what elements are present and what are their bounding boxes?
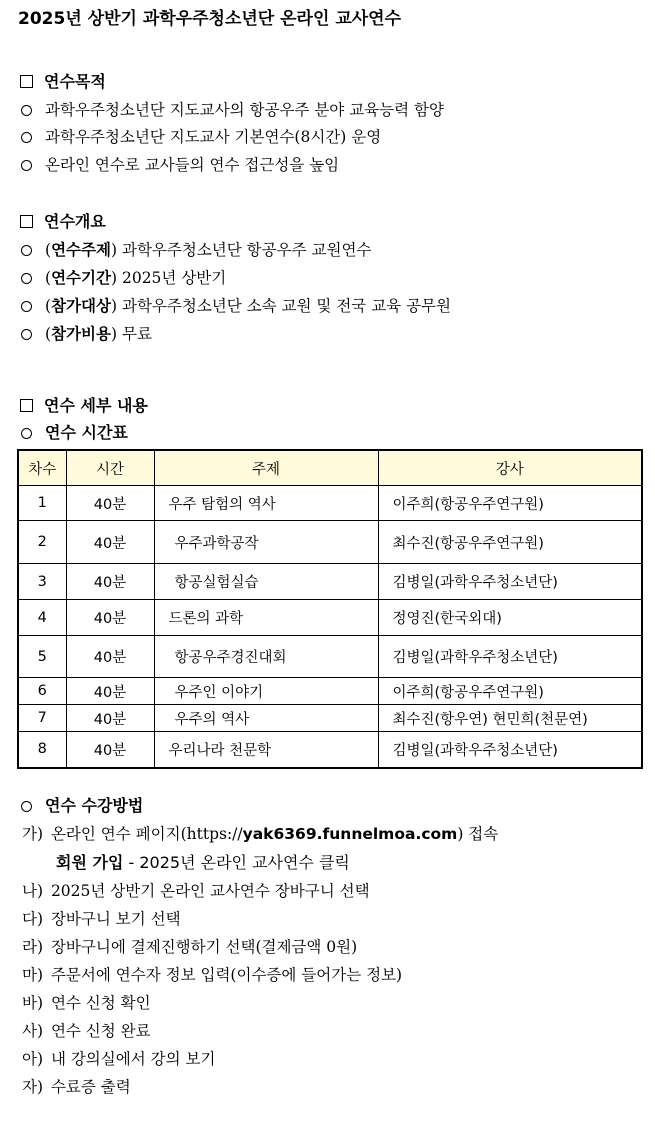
purpose-item: 온라인 연수로 교사들의 연수 접근성을 높임 <box>20 153 339 177</box>
method-step: 사) 연수 신청 완료 <box>22 1022 151 1040</box>
schedule-heading: 연수 시간표 <box>20 421 128 445</box>
cell-instructor: 최수진(항공우주연구원) <box>378 521 642 564</box>
cell-no: 3 <box>18 564 66 600</box>
cell-instructor: 이주희(항공우주연구원) <box>378 486 642 521</box>
col-header-time: 시간 <box>66 450 154 486</box>
circle-bullet-icon <box>21 273 32 284</box>
square-bullet-icon <box>20 75 33 88</box>
schedule-table <box>17 449 643 769</box>
table-row <box>18 600 642 636</box>
page-title: 2025년 상반기 과학우주청소년단 온라인 교사연수 <box>18 9 402 29</box>
table-row <box>18 486 642 521</box>
circle-bullet-icon <box>21 329 32 340</box>
cell-instructor: 김병일(과학우주청소년단) <box>378 732 642 768</box>
cell-topic: 우주인 이야기 <box>154 678 378 705</box>
table-row <box>18 521 642 564</box>
circle-bullet-icon <box>21 132 32 143</box>
cell-no: 4 <box>18 600 66 636</box>
circle-bullet-icon <box>21 160 32 171</box>
cell-topic: 우주의 역사 <box>154 705 378 732</box>
cell-instructor: 최수진(항우연) 현민희(천문연) <box>378 705 642 732</box>
table-row <box>18 705 642 732</box>
circle-bullet-icon <box>21 105 32 116</box>
cell-topic: 우리나라 천문학 <box>154 732 378 768</box>
circle-bullet-icon <box>21 301 32 312</box>
site-url[interactable]: yak6369.funnelmoa.com <box>242 825 458 843</box>
table-row <box>18 732 642 768</box>
method-step: 라) 장바구니에 결제진행하기 선택(결제금액 0원) <box>22 938 358 956</box>
col-header-instructor: 강사 <box>378 450 642 486</box>
cell-no: 1 <box>18 486 66 521</box>
cell-instructor: 김병일(과학우주청소년단) <box>378 636 642 678</box>
cell-time: 40분 <box>66 564 154 600</box>
cell-topic: 우주 탐험의 역사 <box>154 486 378 521</box>
cell-no: 8 <box>18 732 66 768</box>
method-step: 다) 장바구니 보기 선택 <box>22 910 181 928</box>
cell-no: 5 <box>18 636 66 678</box>
circle-bullet-icon <box>21 245 32 256</box>
circle-bullet-icon <box>21 428 32 439</box>
method-step-1: 가) 온라인 연수 페이지(https://yak6369.funnelmoa.com) 접속 <box>22 825 499 843</box>
cell-time: 40분 <box>66 678 154 705</box>
cell-time: 40분 <box>66 636 154 678</box>
cell-no: 6 <box>18 678 66 705</box>
purpose-item: 과학우주청소년단 지도교사의 항공우주 분야 교육능력 함양 <box>20 98 444 122</box>
method-step: 자) 수료증 출력 <box>22 1078 131 1096</box>
section-details-heading: 연수 세부 내용 <box>20 394 148 418</box>
table-row <box>18 564 642 600</box>
method-heading: 연수 수강방법 <box>20 794 143 818</box>
section-purpose-heading: 연수목적 <box>20 70 106 94</box>
purpose-item: 과학우주청소년단 지도교사 기본연수(8시간) 운영 <box>20 125 381 149</box>
section-overview-heading: 연수개요 <box>20 210 106 234</box>
cell-topic: 항공우주경진대회 <box>154 636 378 678</box>
cell-no: 7 <box>18 705 66 732</box>
overview-item-cost: (참가비용) 무료 <box>20 322 152 346</box>
cell-topic: 우주과학공작 <box>154 521 378 564</box>
method-step: 아) 내 강의실에서 강의 보기 <box>22 1050 216 1068</box>
cell-time: 40분 <box>66 600 154 636</box>
cell-no: 2 <box>18 521 66 564</box>
cell-topic: 항공실험실습 <box>154 564 378 600</box>
cell-instructor: 이주희(항공우주연구원) <box>378 678 642 705</box>
table-row <box>18 636 642 678</box>
square-bullet-icon <box>20 215 33 228</box>
method-step: 나) 2025년 상반기 온라인 교사연수 장바구니 선택 <box>22 882 370 900</box>
method-step: 마) 주문서에 연수자 정보 입력(이수증에 들어가는 정보) <box>22 966 403 984</box>
circle-bullet-icon <box>21 801 32 812</box>
table-row <box>18 678 642 705</box>
cell-time: 40분 <box>66 486 154 521</box>
overview-item-target: (참가대상) 과학우주청소년단 소속 교원 및 전국 교육 공무원 <box>20 294 451 318</box>
cell-time: 40분 <box>66 521 154 564</box>
method-step-1-sub: 회원 가입 - 2025년 온라인 교사연수 클릭 <box>56 853 350 872</box>
col-header-topic: 주제 <box>154 450 378 486</box>
cell-time: 40분 <box>66 705 154 732</box>
cell-topic: 드론의 과학 <box>154 600 378 636</box>
method-step: 바) 연수 신청 확인 <box>22 994 151 1012</box>
col-header-no: 차수 <box>18 450 66 486</box>
cell-instructor: 김병일(과학우주청소년단) <box>378 564 642 600</box>
table-header-row <box>18 450 642 486</box>
cell-instructor: 정영진(한국외대) <box>378 600 642 636</box>
cell-time: 40분 <box>66 732 154 768</box>
overview-item-period: (연수기간) 2025년 상반기 <box>20 266 226 290</box>
square-bullet-icon <box>20 399 33 412</box>
overview-item-topic: (연수주제) 과학우주청소년단 항공우주 교원연수 <box>20 238 371 262</box>
